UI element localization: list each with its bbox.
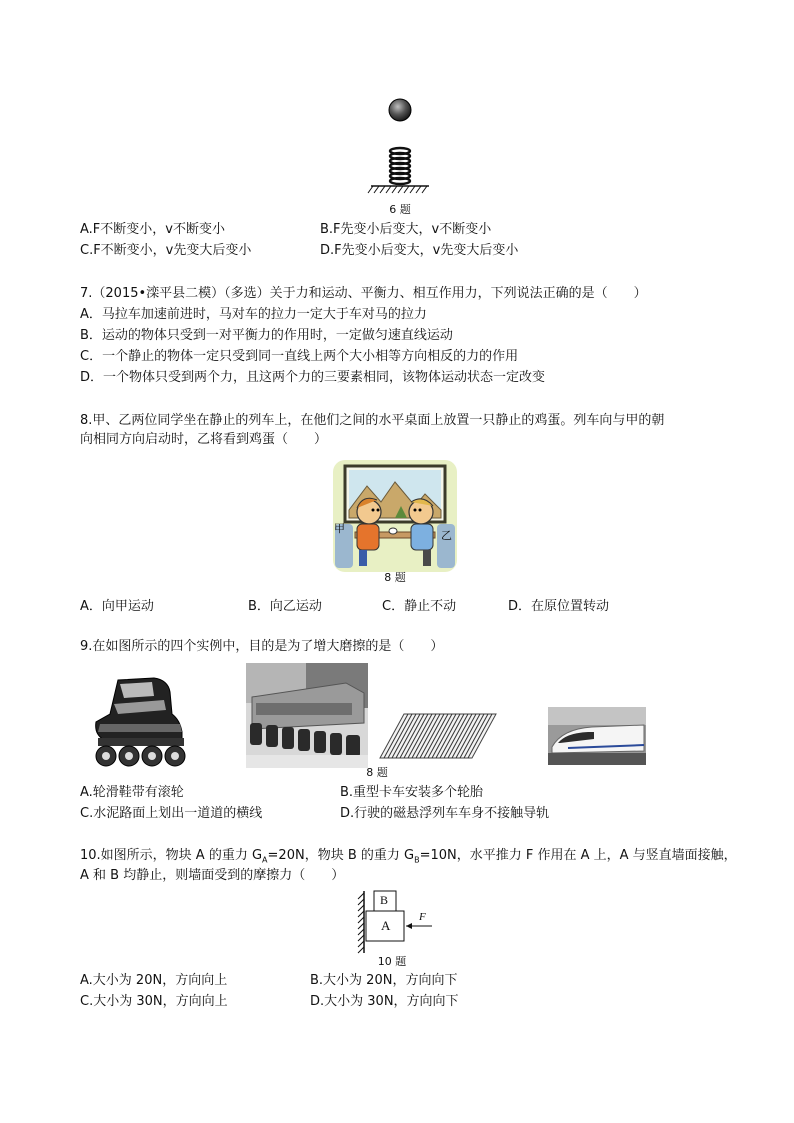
q7-option-c: C．一个静止的物体一定只受到同一直线上两个大小相等方向相反的力的作用 [80, 349, 519, 364]
q9-maglev-train-image [548, 707, 646, 765]
q7-option-d: D．一个物体只受到两个力，且这两个力的三要素相同，该物体运动状态一定改变 [80, 370, 546, 385]
q10-block-a-label: A [381, 918, 391, 933]
q8-option-b: B．向乙运动 [248, 599, 322, 614]
q9-inline-skate-image [84, 674, 192, 770]
q9-heavy-truck-image [246, 663, 368, 768]
q10-subscript-b: B [414, 855, 420, 865]
q6-option-c: C.F不断变小，v先变大后变小 [80, 243, 252, 258]
q10-block-diagram [356, 889, 440, 955]
q8-train-cartoon [333, 460, 457, 572]
q10-block-b-label: B [380, 893, 389, 907]
q9-option-b: B.重型卡车安装多个轮胎 [340, 785, 484, 800]
q8-stem-line1: 8.甲、乙两位同学坐在静止的列车上，在他们之间的水平桌面上放置一只静止的鸡蛋。列车向与甲的朝 [80, 413, 665, 428]
q10-force-label: F [419, 911, 426, 923]
q6-option-d: D.F先变小后变大，v先变大后变小 [320, 243, 519, 258]
q8-option-a: A．向甲运动 [80, 599, 154, 614]
q10-stem-part2: =20N，物块 B 的重力 G [267, 848, 415, 863]
q10-stem-part3: =10N，水平推力 F 作用在 A 上，A 与竖直墙面接触， [419, 848, 737, 863]
q9-option-d: D.行驶的磁悬浮列车车身不接触导轨 [340, 806, 550, 821]
ball [389, 99, 411, 121]
q6-option-b: B.F先变小后变大，v不断变小 [320, 222, 492, 237]
q8-option-d: D．在原位置转动 [508, 599, 610, 614]
q10-stem-line2: A 和 B 均静止，则墙面受到的摩擦力（ ） [80, 868, 345, 883]
q9-figure-caption: 8 题 [366, 766, 388, 779]
q8-stem-line2: 向相同方向启动时，乙将看到鸡蛋（ ） [80, 432, 328, 447]
q9-stem: 9.在如图所示的四个实例中，目的是为了增大磨擦的是（ ） [80, 639, 444, 654]
q6-spring-figure [365, 96, 435, 206]
q6-figure-caption: 6 题 [389, 203, 411, 216]
q10-option-a: A.大小为 20N，方向向上 [80, 973, 228, 988]
q10-option-b: B.大小为 20N，方向向下 [310, 973, 458, 988]
q7-stem: 7.（2015•滦平县二模）（多选）关于力和运动、平衡力、相互作用力，下列说法正确的是（ ） [80, 286, 647, 301]
q8-option-c: C．静止不动 [382, 599, 457, 614]
q7-option-a: A．马拉车加速前进时，马对车的拉力一定大于车对马的拉力 [80, 307, 427, 322]
q7-option-b: B．运动的物体只受到一对平衡力的作用时，一定做匀速直线运动 [80, 328, 453, 343]
q8-label-jia: 甲 [334, 522, 345, 535]
q10-option-c: C.大小为 30N，方向向上 [80, 994, 228, 1009]
q9-option-c: C.水泥路面上划出一道道的横线 [80, 806, 263, 821]
q8-label-yi: 乙 [441, 529, 452, 542]
q10-subscript-a: A [262, 855, 268, 865]
q8-figure-caption: 8 题 [384, 571, 406, 584]
spring [390, 148, 410, 184]
q9-grooved-road-image [378, 710, 498, 762]
q10-figure-caption: 10 题 [377, 955, 407, 968]
q6-option-a: A.F不断变小，v不断变小 [80, 222, 225, 237]
q9-option-a: A.轮滑鞋带有滚轮 [80, 785, 184, 800]
q10-option-d: D.大小为 30N，方向向下 [310, 994, 459, 1009]
q10-stem-part1: 10.如图所示，物块 A 的重力 G [80, 848, 263, 863]
